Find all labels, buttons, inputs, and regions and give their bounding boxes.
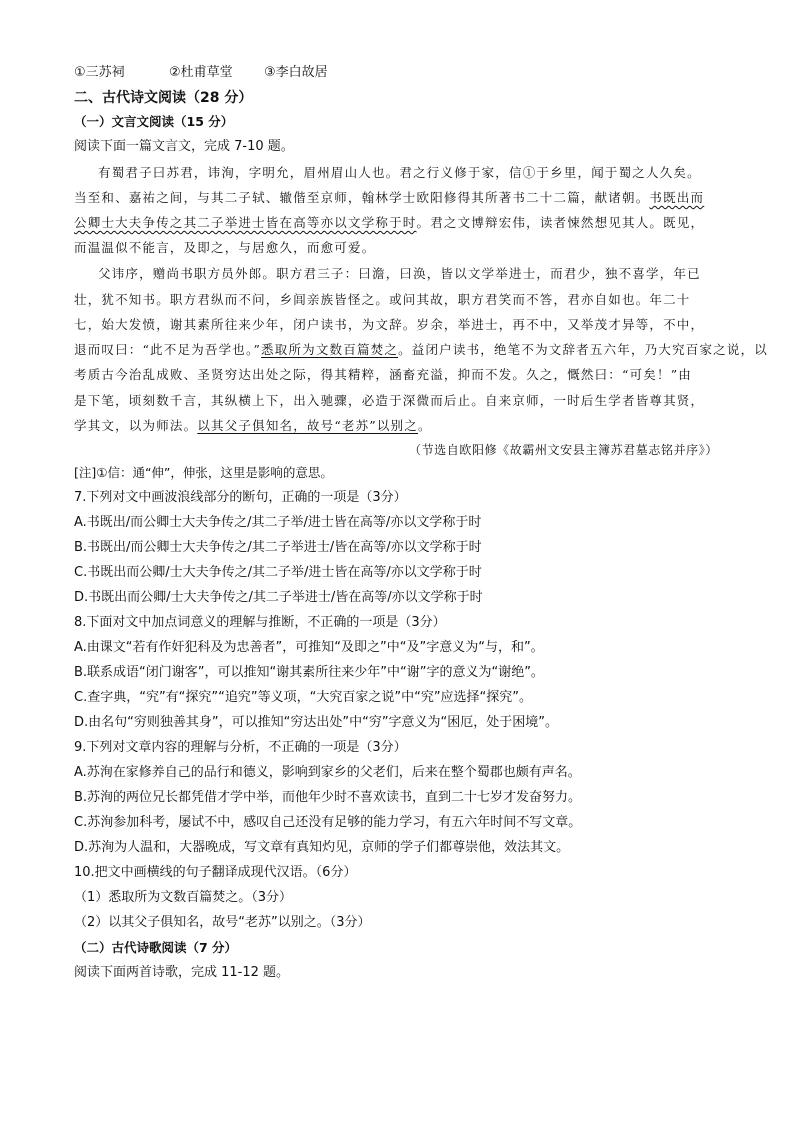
- question-8-option-c: C.查字典，“究”有“探究”“追究”等义项，“大究百家之说”中“究”应选择“探究”。: [74, 690, 533, 705]
- passage-line: 是下笔，顷刻数千言，其纵横上下，出入驰骤，必造于深微而后止。自来京师，一时后生学者皆尊其贤，: [74, 393, 705, 408]
- passage-text: 。: [418, 418, 432, 433]
- question-9-option-d: D.苏洵为人温和，大器晚成，写文章有真知灼见，京师的学子们都尊崇他，效法其文。: [74, 840, 570, 855]
- question-7-option-a: A.书既出/而公卿士大夫争传之/其二子举/进士皆在高等/亦以文学称于时: [74, 515, 482, 530]
- footnote: [注]①信：通“伸”，伸张，这里是影响的意思。: [74, 465, 333, 480]
- question-8-stem: 8.下面对文中加点词意义的理解与推断，不正确的一项是（3分）: [74, 615, 446, 630]
- instruction: 阅读下面两首诗歌，完成 11-12 题。: [74, 965, 290, 980]
- question-7-option-b: B.书既出/而公卿士大夫争传之/其二子举进士/皆在高等/亦以文学称于时: [74, 540, 482, 555]
- passage-text: 学其文，以为师法。: [74, 418, 198, 433]
- passage-text: 。君之文博辩宏伟，读者悚然想见其人。既见，: [416, 215, 705, 230]
- question-9-option-a: A.苏洵在家修养自己的品行和德义，影响到家乡的父老们，后来在整个蜀郡也颇有声名。: [74, 765, 581, 780]
- passage-line: [74, 341, 768, 359]
- question-10-stem: 10.把文中画横线的句子翻译成现代汉语。（6分）: [74, 865, 357, 880]
- question-10-item-2: （2）以其父子俱知名，故号“老苏”以别之。（3分）: [74, 915, 371, 930]
- wavy-underline-text: 公卿士大夫争传之其二子举进士皆在高等亦以文学称于时: [74, 215, 417, 230]
- question-9-option-c: C.苏洵参加科考，屡试不中，感叹自己还没有足够的能力学习，有五六年时间不写文章。: [74, 815, 582, 830]
- question-7-option-d: D.书既出而公卿/士大夫争传之/其二子举进士/皆在高等/亦以文学称于时: [74, 590, 483, 605]
- question-7-stem: 7.下列对文中画波浪线部分的断句，正确的一项是（3分）: [74, 490, 407, 505]
- question-7-option-c: C.书既出而公卿/士大夫争传之/其二子举/进士皆在高等/亦以文学称于时: [74, 565, 482, 580]
- passage-line: 考质古今治乱成败、圣贤穷达出处之际，得其精粹，涵畜充溢，抑而不发。久之，慨然曰：“可矣！”由: [74, 367, 692, 382]
- passage-line: [74, 417, 432, 435]
- passage-line: [74, 189, 704, 207]
- passage-text: 退而叹曰：“此不足为吾学也。”: [74, 342, 262, 357]
- underlined-sentence: 悉取所为文数百篇焚之: [261, 342, 399, 357]
- underlined-sentence: 以其父子俱知名，故号“老苏”以别之: [197, 418, 418, 433]
- question-8-option-b: B.联系成语“闭门谢客”，可以推知“谢其素所往来少年”中“谢”字的意义为“谢绝”。: [74, 665, 544, 680]
- question-8-option-a: A.由课文“若有作奸犯科及为忠善者”，可推知“及即之”中“及”字意义为“与，和”。: [74, 640, 544, 655]
- question-9-stem: 9.下列对文章内容的理解与分析，不正确的一项是（3分）: [74, 740, 407, 755]
- passage-line: 七，始大发愤，谢其素所往来少年，闭户读书，为文辞。岁余，举进士，再不中，又举茂才异等，不中，: [74, 317, 705, 332]
- passage-text: 当至和、嘉祐之间，与其二子轼、辙偕至京师，翰林学士欧阳修得其所著书二十二篇，献诸朝。: [74, 190, 650, 205]
- question-8-option-d: D.由名句“穷则独善其身”，可以推知“穷达出处”中“穷”字意义为“困厄，处于困境”。: [74, 715, 559, 730]
- option-2: ②杜甫草堂: [169, 65, 233, 80]
- instruction: 阅读下面一篇文言文，完成 7-10 题。: [74, 139, 294, 154]
- question-9-option-b: B.苏洵的两位兄长都凭借才学中举，而他年少时不喜欢读书，直到二十七岁才发奋努力。: [74, 790, 582, 805]
- passage-line: 父讳序，赠尚书职方员外郎。职方君三子：曰澹，曰涣，皆以文学举进士，而君少，独不喜学，年已: [98, 266, 701, 281]
- passage-text: 。益闭户读书，绝笔不为文辞者五六年，乃大究百家之说，以: [398, 342, 768, 357]
- passage-line: [74, 214, 704, 232]
- top-options: [74, 64, 359, 82]
- subsection-title: （二）古代诗歌阅读（7 分）: [74, 940, 238, 955]
- option-1: ①三苏祠: [74, 65, 125, 80]
- passage-line: 壮，犹不知书。职方君纵而不问，乡闾亲族皆怪之。或问其故，职方君笑而不答，君亦自如也。年二十: [74, 292, 691, 307]
- passage-source: （节选自欧阳修《故霸州文安县主簿苏君墓志铭并序》）: [408, 443, 718, 457]
- passage-line: 而温温似不能言，及即之，与居愈久，而愈可爱。: [74, 240, 376, 255]
- question-10-item-1: （1）悉取所为文数百篇焚之。（3分）: [74, 890, 293, 905]
- passage-line: 有蜀君子曰苏君，讳洵，字明允，眉州眉山人也。君之行义修于家，信①于乡里，闻于蜀之人久矣。: [98, 165, 701, 180]
- subsection-title: （一）文言文阅读（15 分）: [74, 114, 234, 129]
- section-title: 二、古代诗文阅读（28 分）: [74, 90, 253, 106]
- wavy-underline-text: 书既出而: [649, 190, 705, 205]
- option-3: ③李白故居: [264, 65, 328, 80]
